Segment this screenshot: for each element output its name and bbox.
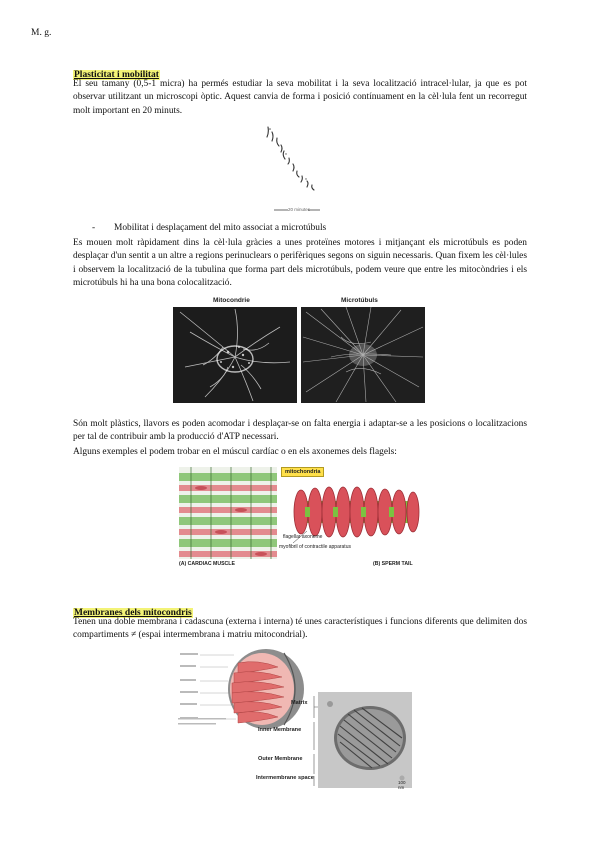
paragraph-examples: Alguns exemples el podem trobar en el múscul cardíac o en els axonemes dels flagels: xyxy=(73,447,397,457)
timelapse-mitochondria-image xyxy=(262,124,324,216)
em-label-outer-membrane: Outer Membrane xyxy=(258,756,303,762)
em-label-inner-membrane: Inner Membrane xyxy=(258,727,302,733)
mitochondrion-em-image xyxy=(318,692,412,788)
caption-sperm-tail: (B) SPERM TAIL xyxy=(373,561,413,567)
paragraph-microtubules: Es mouen molt ràpidament dins la cèl·lula gràcies a unes proteïnes motores i mitjançant els microtúbuls es poden desplaçar d'un sentit a un altre a regions perinuclears o perifèriques segons on siguin necessaris. Quan fixem les cèl·lules i observem la localització de la tubulina que forma part dels microtúbuls, podem veure que entre les mitocòndries i els microtúbuls hi ha una bona colocalització. xyxy=(73,238,527,289)
mitochondria-fluorescence-image xyxy=(173,307,297,403)
paragraph-plasticity: Són molt plàstics, llavors es poden acomodar i desplaçar-se on falta energia i adaptar-se a les posicions o localitzacions per tal de contribuir amb la producció d'ATP necessari. xyxy=(73,419,527,443)
cardiac-muscle-graphic xyxy=(179,467,277,559)
mitochondria-network-graphic xyxy=(173,307,297,403)
mitochondria-tag: mitochondria xyxy=(281,467,324,477)
author-initials: M. g. xyxy=(31,28,52,38)
heading-text: Plasticitat i mobilitat xyxy=(74,70,159,80)
timelapse-figure xyxy=(262,124,324,216)
em-mitochondrion-graphic xyxy=(318,692,412,788)
microtubules-fluorescence-image xyxy=(301,307,425,403)
heading-text: Membranes dels mitocondris xyxy=(74,608,192,618)
microtubule-network-graphic xyxy=(301,307,425,403)
micro-label-microtubules: Microtúbuls xyxy=(341,297,378,304)
paragraph-double-membrane: Tenen una doble membrana i cadascuna (externa i interna) té unes característiques i funcions diferents que delimiten dos compartiments ≠ (espai intermembrana i matriu mitocondrial). xyxy=(73,617,527,641)
micro-label-mitochondria: Mitocondrie xyxy=(213,297,250,304)
em-scale-label: 100 nm xyxy=(398,780,406,790)
myofibril-label: myofibril of contractile apparatus xyxy=(279,544,351,550)
em-label-intermembrane-space: Intermembrane space xyxy=(256,775,314,781)
bullet-dash: - xyxy=(92,223,96,233)
timelapse-caption: 20 minutes xyxy=(287,207,310,212)
flagellar-axoneme-label: flagellar axoneme xyxy=(283,534,323,540)
em-label-matrix: Matrix xyxy=(291,700,308,706)
bullet-text: Mobilitat i desplaçament del mito associat a microtúbuls xyxy=(114,223,327,233)
cardiac-sperm-figure xyxy=(175,463,428,571)
caption-cardiac-muscle: (A) CARDIAC MUSCLE xyxy=(179,561,235,567)
paragraph-mobility-intro: El seu tamany (0,5-1 micra) ha permés estudiar la seva mobilitat i la seva localització intracel·lular, ja que es pot observar utilitzant un microscopi òptic. Aquest canvia de forma i posició contínuament en la cèl·lula fent un recorregut molt important en 20 minuts. xyxy=(73,79,527,116)
bullet-microtubule-mobility xyxy=(92,223,326,233)
